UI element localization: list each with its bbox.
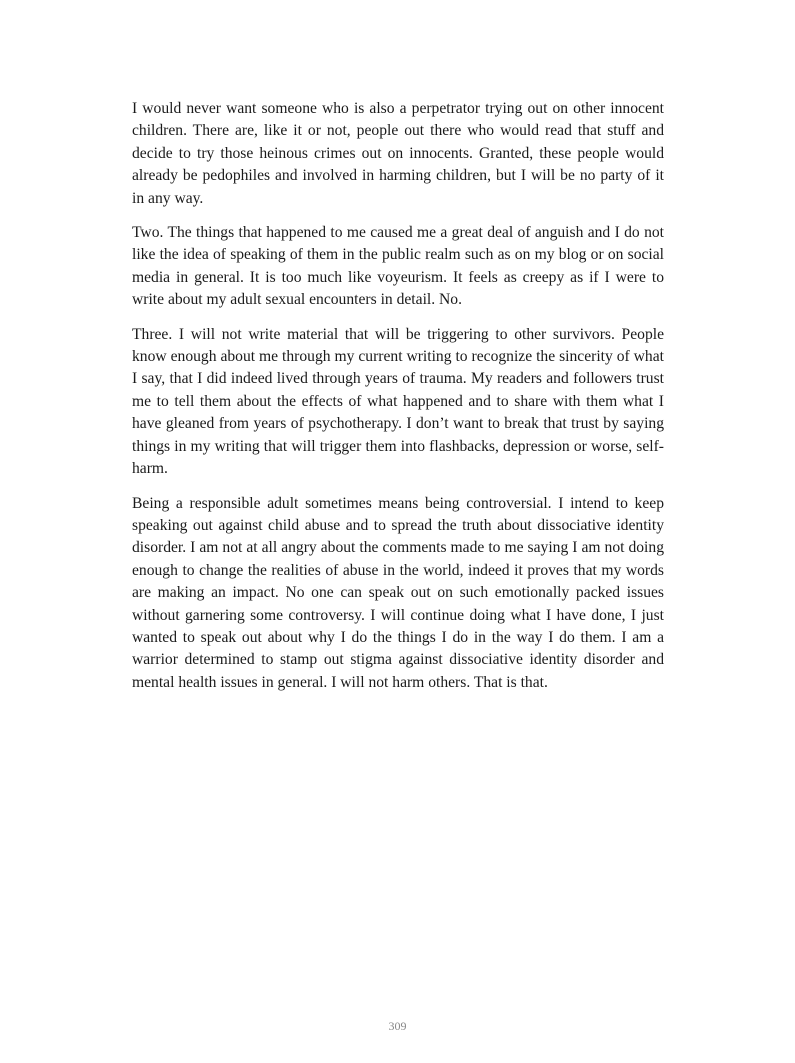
page-number: 309 (388, 1019, 407, 1033)
paragraph-3: Three. I will not write material that will be triggering to other survivors. People know enough about me through my current writing to recognize the sincerity of what I say, that I did indeed lived through years of trauma. My readers and followers trust me to tell them about the effects of what happened and to share with them what I have gleaned from years of psychotherapy. I don’t want to break that trust by saying things in my writing that will trigger them into flashbacks, depression or worse, self-harm. (132, 325, 664, 478)
paragraph-1: I would never want someone who is also a perpetrator trying out on other innocent children. There are, like it or not, people out there who would read that stuff and decide to try those heinous crimes out on innocents. Granted, these people would already be pedophiles and involved in harming children, but I will be no party of it in any way. (132, 100, 664, 207)
paragraph-2: Two. The things that happened to me caused me a great deal of anguish and I do not like the idea of speaking of them in the public realm such as on my blog or on social media in general. It is too much like voyeurism. It feels as creepy as if I were to write about my adult sexual encounters in detail. No. (132, 224, 664, 309)
paragraph-4: Being a responsible adult sometimes means being controversial. I intend to keep speaking out against child abuse and to spread the truth about dissociative identity disorder. I am not at all angry about the comments made to me saying I am not doing enough to change the realities of abuse in the world, indeed it proves that my words are making an impact. No one can speak out on such emotionally packed issues without garnering some controversy. I will continue doing what I have done, I just wanted to speak out about why I do the things I do in the way I do them. I am a warrior determined to stamp out stigma against dissociative identity disorder and mental health issues in general. I will not harm others. That is that. (132, 494, 664, 691)
body-text (132, 98, 664, 706)
